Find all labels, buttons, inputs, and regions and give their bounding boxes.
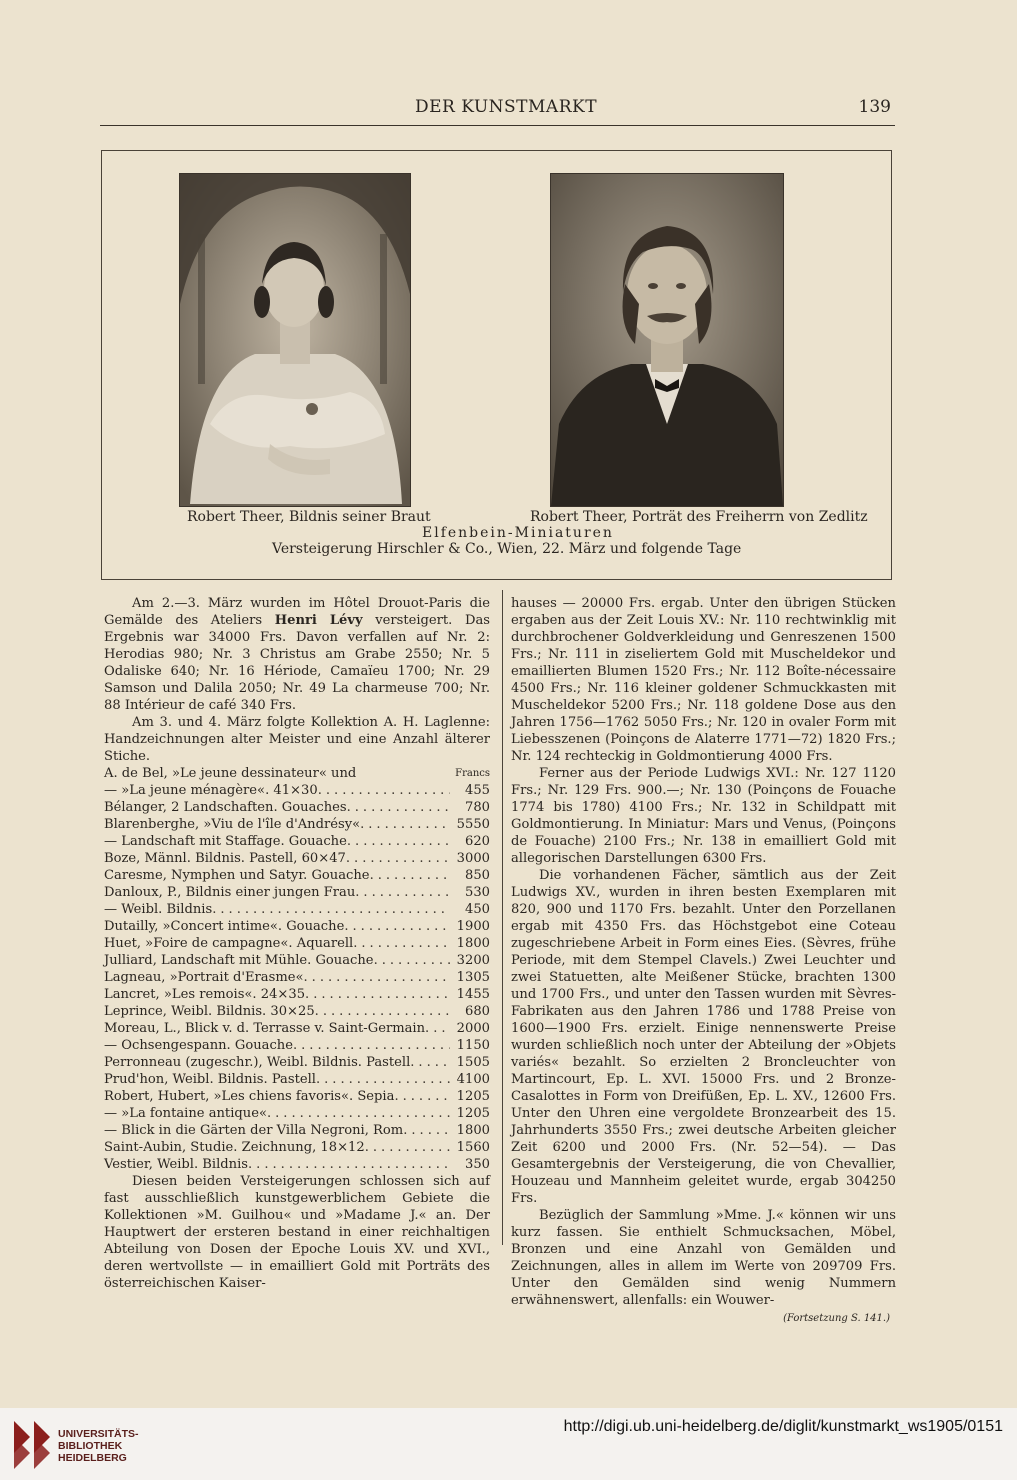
price-list-item <box>104 918 490 935</box>
figure-note: Versteigerung Hirschler & Co., Wien, 22. März und folgende Tage <box>272 541 742 557</box>
price-list-item <box>104 1037 490 1054</box>
paragraph-laglenne: Am 3. und 4. März folgte Kollektion A. H. Laglenne: Handzeichnungen alter Meister und eine Anzahl älterer Stiche. <box>104 715 490 764</box>
running-header <box>100 95 895 126</box>
list-item-name: — Landschaft mit Staffage. Gouache <box>104 834 347 849</box>
price-list-item <box>104 1054 490 1071</box>
price-list-item <box>104 969 490 986</box>
list-item-name: Bélanger, 2 Landschaften. Gouaches <box>104 800 347 815</box>
leader-dots <box>344 918 450 935</box>
price-list-item <box>104 850 490 867</box>
list-item-name: Dutailly, »Concert intime«. Gouache <box>104 919 345 934</box>
leader-dots <box>305 986 450 1003</box>
leader-dots <box>293 1037 450 1054</box>
leader-dots <box>347 799 450 816</box>
leader-dots <box>353 935 450 952</box>
list-item-name: Lagneau, »Portrait d'Erasme« <box>104 970 304 985</box>
price-list-item <box>104 799 490 816</box>
column-divider <box>502 590 503 1245</box>
continuation-note: (Fortsetzung S. 141.) <box>783 1313 890 1324</box>
leader-dots <box>347 833 450 850</box>
list-item-price: 1800 <box>456 936 490 951</box>
list-item-price: 1505 <box>456 1055 490 1070</box>
left-column <box>104 595 490 1292</box>
leader-dots <box>394 1088 450 1105</box>
list-item-price: 1150 <box>456 1038 490 1053</box>
list-item-name: Vestier, Weibl. Bildnis <box>104 1157 249 1172</box>
list-item-name: Prud'hon, Weibl. Bildnis. Pastell <box>104 1072 316 1087</box>
list-item-name: Julliard, Landschaft mit Mühle. Gouache <box>104 953 374 968</box>
figure-subtitle: Elfenbein-Miniaturen <box>422 525 614 541</box>
leader-dots <box>370 867 450 884</box>
page-number: 139 <box>858 97 891 117</box>
list-item-price: 3000 <box>456 851 490 866</box>
price-list-item <box>104 935 490 952</box>
source-url-link[interactable]: http://digi.ub.uni-heidelberg.de/diglit/kunstmarkt_ws1905/0151 <box>563 1418 1003 1435</box>
list-item-price: 4100 <box>456 1072 490 1087</box>
leader-dots <box>360 816 450 833</box>
list-item-price: 850 <box>465 868 490 883</box>
leader-dots <box>355 884 450 901</box>
paragraph-louis-xvi: Ferner aus der Periode Ludwigs XVI.: Nr. 127 1120 Frs.; Nr. 129 Frs. 900.—; Nr. 130 (Poinçons de Fouache 1774 bis 1780) 4100 Frs.; Nr. 132 in Schildpatt mit Goldmontierung. In Miniatur: Mars und Venus, (Poinçons de Fouache) 2100 Frs.; Nr. 138 in emailliert Gold mit allegorischen Darstellungen 6300 Frs. <box>511 766 896 866</box>
list-item-name: Danloux, P., Bildnis einer jungen Frau <box>104 885 356 900</box>
caption-left: Robert Theer, Bildnis seiner Braut <box>187 509 431 525</box>
list-item-name: Perronneau (zugeschr.), Weibl. Bildnis. Pastell <box>104 1055 411 1070</box>
artist-name: Henri Lévy <box>274 613 363 628</box>
list-item-name: Caresme, Nymphen und Satyr. Gouache <box>104 868 370 883</box>
paragraph-mme-j: Bezüglich der Sammlung »Mme. J.« können wir uns kurz fassen. Sie enthielt Schmucksachen, Möbel, Bronzen und eine Anzahl von Gemälden und Zeichnungen, alles in allem im Werte von 209709 Frs. Unter den Gemälden sind wenig Nummern erwähnenswert, allenfalls: ein Wouwer- <box>511 1208 896 1308</box>
paragraph-drouot <box>104 595 490 714</box>
leader-dots <box>304 969 450 986</box>
leader-dots <box>425 1020 450 1037</box>
leader-dots <box>374 952 450 969</box>
price-list-item <box>104 782 490 799</box>
price-list-header <box>104 765 490 782</box>
list-item-name: — »La jeune ménagère«. 41×30 <box>104 783 318 798</box>
price-list-item <box>104 1139 490 1156</box>
leader-dots <box>316 1071 450 1088</box>
price-list-item <box>104 986 490 1003</box>
list-item-price: 1305 <box>456 970 490 985</box>
list-item-price: 620 <box>465 834 490 849</box>
list-item-price: 530 <box>465 885 490 900</box>
paragraph-guilhou: Diesen beiden Versteigerungen schlossen sich auf fast ausschließlich kunstgewerblichem Gebiete die Kollektionen »M. Guilhou« und »Madame J.« an. Der Hauptwert der ersteren bestand in einer reichhaltigen Abteilung von Dosen der Epoche Louis XV. und XVI., deren wertvollste — in emailliert Gold mit Porträts des österreichischen Kaiser- <box>104 1174 490 1291</box>
leader-dots <box>315 1003 450 1020</box>
price-list-item <box>104 833 490 850</box>
price-list <box>104 765 490 1173</box>
list-item-price: 1900 <box>456 919 490 934</box>
list-item-price: 455 <box>465 783 490 798</box>
list-item-price: 1205 <box>456 1106 490 1121</box>
library-name-line: HEIDELBERG <box>58 1452 127 1464</box>
price-list-item <box>104 1122 490 1139</box>
price-list-item <box>104 884 490 901</box>
price-list-item <box>104 1156 490 1173</box>
list-item-price: 1205 <box>456 1089 490 1104</box>
paragraph-louis-xv: hauses — 20000 Frs. ergab. Unter den übrigen Stücken ergaben aus der Zeit Louis XV.: Nr. 110 rechtwinklig mit durchbrochener Goldverkleidung und Genreszenen 1500 Frs.; Nr. 111 in ziseliertem Gold mit Muscheldekor und emaillierten Blumen 1520 Frs.; Nr. 112 Boîte-nécessaire 4500 Frs.; Nr. 116 kleiner goldener Schmuckkasten mit Muscheldekor 5200 Frs.; Nr. 118 goldene Dose aus den Jahren 1756—1762 5050 Frs.; Nr. 120 in ovaler Form mit Liebesszenen (Poinçons de Alaterre 1771—72) 1820 Frs.; Nr. 124 rechteckig in Goldmontierung 4000 Frs. <box>511 596 896 764</box>
list-item-price: 780 <box>465 800 490 815</box>
list-item-name: Huet, »Foire de campagne«. Aquarell <box>104 936 354 951</box>
paragraph-faecher: Die vorhandenen Fächer, sämtlich aus der Zeit Ludwigs XV., wurden in ihren besten Exemplaren mit 820, 900 und 1170 Frs. bezahlt. Unter den Porzellanen ergab mit 4350 Frs. das Höchstgebot eine Coteau zugeschriebene Arbeit in Form eines Eies. (Sèvres, frühe Periode, mit dem Stempel Clavels.) Zwei Leuchter und zwei Statuetten, alte Meißener Stücke, brachten 1300 und 1700 Frs., und unter den Tassen wurden mit Sèvres-Fabrikaten aus den Jahren 1786 und 1788 Preise von 1600—1900 Frs. erzielt. Einige nennenswerte Preise wurden schließlich noch unter der Abteilung der »Objets variés« bezahlt. So erzielten 2 Broncleuchter von Martincourt, Ep. L. XVI. 15000 Frs. und 2 Bronze-Casalottes in Form von Dreifüßen, Ep. L. XV., 12600 Frs. Unter den Uhren eine vergoldete Bronzearbeit des 15. Jahrhunderts 3550 Frs.; zwei deutsche Arbeiten gleicher Zeit 6200 und 2000 Frs. (Nr. 52—54). — Das Gesamtergebnis der Versteigerung, die von Chevallier, Houzeau und Mannheim geleitet wurde, ergab 304250 Frs. <box>511 868 896 1206</box>
list-item-price: 450 <box>465 902 490 917</box>
leader-dots <box>346 850 450 867</box>
list-item-name: Leprince, Weibl. Bildnis. 30×25 <box>104 1004 315 1019</box>
currency-unit: Francs <box>455 768 490 779</box>
journal-title: DER KUNSTMARKT <box>415 97 598 117</box>
list-item-name: Blarenberghe, »Viu de l'île d'Andrésy« <box>104 817 361 832</box>
library-name-line: BIBLIOTHEK <box>58 1440 123 1452</box>
leader-dots <box>365 1139 450 1156</box>
figure-box <box>101 150 892 580</box>
leader-dots <box>318 782 450 799</box>
price-list-item <box>104 816 490 833</box>
caption-right: Robert Theer, Porträt des Freiherrn von Zedlitz <box>530 509 868 525</box>
price-list-item <box>104 952 490 969</box>
list-item-price: 1560 <box>456 1140 490 1155</box>
list-item-price: 5550 <box>456 817 490 832</box>
leader-dots <box>410 1054 450 1071</box>
portrait-bride-image <box>179 173 411 507</box>
leader-dots <box>356 765 430 782</box>
price-list-item <box>104 867 490 884</box>
list-item-name: Boze, Männl. Bildnis. Pastell, 60×47 <box>104 851 346 866</box>
list-item-name: Lancret, »Les remois«. 24×35 <box>104 987 306 1002</box>
list-item-price: 680 <box>465 1004 490 1019</box>
price-list-item <box>104 1003 490 1020</box>
leader-dots <box>248 1156 450 1173</box>
list-item-name: — Weibl. Bildnis <box>104 902 213 917</box>
price-list-item <box>104 1020 490 1037</box>
leader-dots <box>267 1105 450 1122</box>
list-item-name: Moreau, L., Blick v. d. Terrasse v. Saint-Germain <box>104 1021 426 1036</box>
list-item-price: 3200 <box>456 953 490 968</box>
list-item-name: — Blick in die Gärten der Villa Negroni, Rom <box>104 1123 404 1138</box>
list-item-price: 1800 <box>456 1123 490 1138</box>
portrait-baron-image <box>550 173 784 507</box>
price-list-item <box>104 1105 490 1122</box>
library-name <box>58 1428 139 1464</box>
list-item-price: 2000 <box>456 1021 490 1036</box>
list-item-name: Saint-Aubin, Studie. Zeichnung, 18×12 <box>104 1140 365 1155</box>
library-name-line: UNIVERSITÄTS- <box>58 1428 139 1440</box>
list-item-name: — »La fontaine antique« <box>104 1106 267 1121</box>
list-item-price: 1455 <box>456 987 490 1002</box>
price-list-item <box>104 1071 490 1088</box>
price-list-items <box>104 782 490 1173</box>
text-span: versteigert. Das Ergebnis war 34000 Frs. Davon verfallen auf Nr. 2: Herodias 980; Nr. 3 Christus am Grabe 2550; Nr. 5 Odaliske 640; Nr. 16 Hériode, Camaïeu 1700; Nr. 29 Samson und Dalila 2050; Nr. 49 La charmeuse 700; Nr. 88 Intérieur de café 340 Frs. <box>104 613 490 713</box>
leader-dots <box>403 1122 450 1139</box>
leader-dots <box>212 901 450 918</box>
list-item-name: — Ochsengespann. Gouache <box>104 1038 293 1053</box>
list-item-name: Robert, Hubert, »Les chiens favoris«. Sepia <box>104 1089 395 1104</box>
text-span: Am 2.—3. März wurden im Hôtel Drouot-Paris die Gemälde des Ateliers <box>104 596 490 628</box>
library-footer <box>0 1408 1017 1480</box>
price-list-item <box>104 1088 490 1105</box>
right-column <box>511 595 896 1327</box>
list-item-name: A. de Bel, »Le jeune dessinateur« und <box>104 766 357 781</box>
university-library-logo-icon <box>12 1417 52 1469</box>
price-list-item <box>104 901 490 918</box>
list-item-price: 350 <box>465 1157 490 1172</box>
